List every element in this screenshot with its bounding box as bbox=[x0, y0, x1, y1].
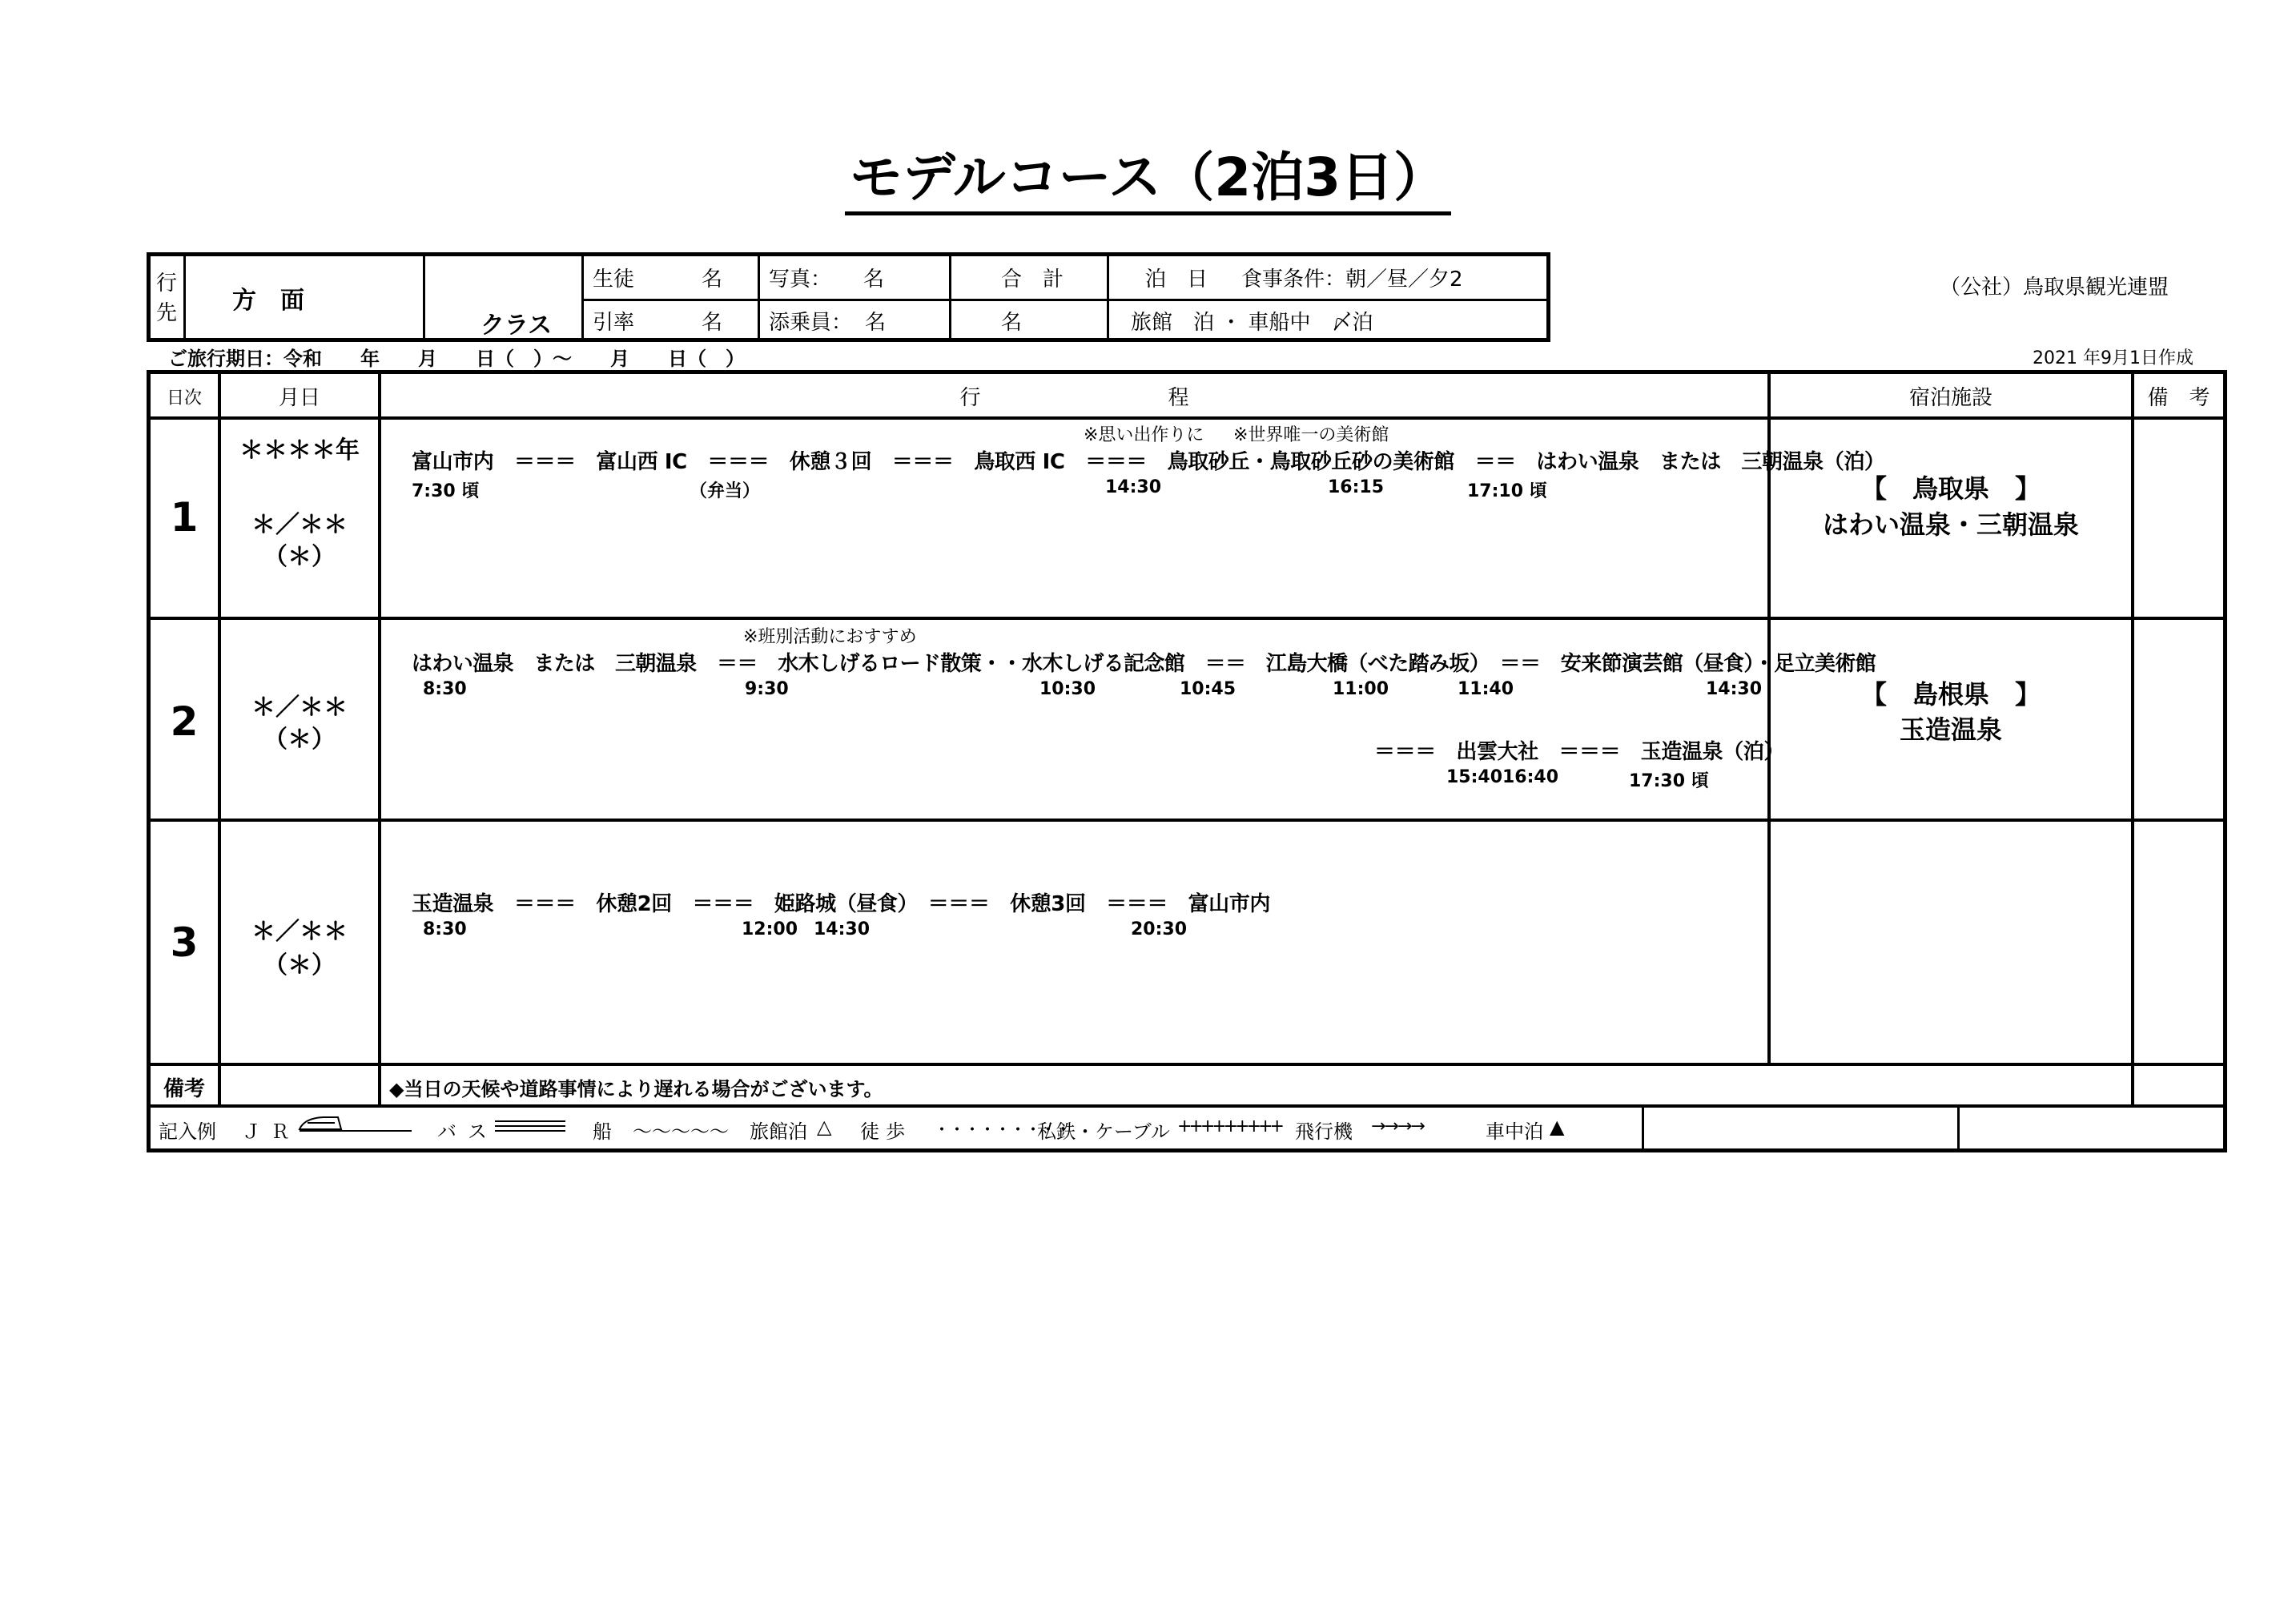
header-col-line bbox=[949, 252, 951, 342]
day-date: ＊／＊＊ bbox=[251, 918, 348, 946]
row-divider bbox=[147, 1063, 2227, 1066]
legend-plane-mark: →→→→ bbox=[1371, 1116, 1424, 1136]
remarks-label: 備考 bbox=[163, 1077, 205, 1101]
route-time: 11:40 bbox=[1458, 679, 1514, 699]
photo-unit: 名 bbox=[863, 267, 885, 292]
route-line: 玉造温泉 ＝＝＝ 休憩2回 ＝＝＝ 姫路城（昼食） ＝＝＝ 休憩3回 ＝＝＝ 富山市内 bbox=[412, 892, 1270, 916]
legend-ship-mark: ～～～～～ bbox=[633, 1120, 729, 1143]
legend-inn-mark: △ bbox=[817, 1116, 832, 1138]
day-date: ＊／＊＊ bbox=[251, 511, 348, 539]
row-divider bbox=[147, 1104, 2227, 1108]
legend-jr: ＪＲ bbox=[242, 1120, 300, 1143]
route-time: 14:30 bbox=[814, 919, 871, 939]
col-line-date bbox=[378, 370, 381, 1106]
meal-label: 食事条件：朝／昼／夕2 bbox=[1241, 267, 1463, 292]
day-weekday: （＊） bbox=[263, 726, 336, 754]
destination-label-1: 行 bbox=[156, 272, 178, 296]
day-number: 2 bbox=[170, 698, 199, 745]
legend-overnight-mark: ▲ bbox=[1550, 1116, 1565, 1138]
teachers-label: 引率 bbox=[593, 311, 635, 335]
route-time: 14:30 bbox=[1706, 679, 1763, 699]
route-time: 10:45 bbox=[1180, 679, 1236, 699]
legend-bus: バス bbox=[437, 1120, 498, 1143]
direction-label: 方 面 bbox=[232, 287, 304, 315]
col-line-lodging bbox=[2131, 370, 2134, 1106]
table-border-right bbox=[2223, 370, 2227, 1152]
route-time: 7:30 頃 bbox=[412, 481, 480, 501]
route-note: ※世界唯一の美術館 bbox=[1233, 425, 1389, 445]
train-icon bbox=[296, 1113, 412, 1137]
route-time: 8:30 bbox=[423, 919, 467, 939]
col-header-day: 日次 bbox=[166, 388, 202, 408]
header-divider bbox=[582, 299, 1550, 301]
day-weekday: （＊） bbox=[263, 543, 336, 571]
destination-label-2: 先 bbox=[156, 301, 178, 325]
header-col-line bbox=[423, 252, 425, 342]
route-time: 8:30 bbox=[423, 679, 467, 699]
escort-unit: 名 bbox=[865, 311, 887, 335]
col-header-date: 月日 bbox=[278, 386, 320, 410]
col-header-itinerary: 行 程 bbox=[959, 386, 1189, 410]
legend-inn: 旅館泊 bbox=[750, 1120, 807, 1143]
nights-label: 泊 日 bbox=[1145, 267, 1208, 292]
header-col-line bbox=[183, 252, 186, 342]
header-border-left bbox=[147, 252, 151, 342]
travel-period: ご旅行期日：令和 年 月 日（ ）～ 月 日（ ） bbox=[168, 348, 745, 370]
legend-cell-line bbox=[1957, 1106, 1960, 1151]
class-label: クラス bbox=[481, 312, 553, 340]
route-note: ※思い出作りに bbox=[1084, 425, 1204, 445]
route-time: 11:00 bbox=[1333, 679, 1389, 699]
route-time: 16:40 bbox=[1502, 767, 1559, 787]
legend-overnight: 車中泊 bbox=[1486, 1120, 1543, 1143]
legend-cell-line bbox=[1642, 1106, 1644, 1151]
lodging-prefecture: 【 島根県 】 bbox=[1860, 679, 2041, 710]
bus-line-icon bbox=[495, 1118, 567, 1136]
lodging-name: 玉造温泉 bbox=[1899, 714, 2002, 745]
table-header-divider bbox=[147, 416, 2227, 420]
page-title: モデルコース（2泊3日） bbox=[0, 135, 2296, 211]
total-label: 合 計 bbox=[1001, 267, 1064, 292]
day-date: ＊／＊＊ bbox=[251, 694, 348, 722]
route-time: 14:30 bbox=[1105, 477, 1162, 497]
route-line: 富山市内 ＝＝＝ 富山西 IC ＝＝＝ 休憩３回 ＝＝＝ 鳥取西 IC ＝＝＝ 鳥取砂丘・鳥取砂丘砂の美術館 ＝＝ はわい温泉 または 三朝温泉（泊） bbox=[412, 450, 1885, 474]
day-date-year: ＊＊＊＊年 bbox=[239, 436, 360, 465]
table-border-left bbox=[147, 370, 151, 1152]
col-header-remarks: 備 考 bbox=[2147, 386, 2210, 410]
photo-label: 写真： bbox=[769, 267, 832, 292]
legend-walk: 徒歩 bbox=[860, 1120, 911, 1143]
created-date: 2021 年9月1日作成 bbox=[2033, 348, 2193, 368]
route-time: 9:30 bbox=[745, 679, 789, 699]
route-time: 20:30 bbox=[1131, 919, 1188, 939]
route-note: ※班別活動におすすめ bbox=[743, 627, 917, 647]
header-col-line bbox=[581, 252, 584, 342]
total-unit: 名 bbox=[1001, 311, 1023, 335]
students-unit: 名 bbox=[702, 267, 723, 292]
day-number: 3 bbox=[170, 919, 199, 966]
route-line: はわい温泉 または 三朝温泉 ＝＝ 水木しげるロード散策・・水木しげる記念館 ＝＝ 江島大橋（べた踏み坂） ＝＝ 安来節演芸館（昼食）・足立美術館 bbox=[412, 652, 1876, 676]
route-time: 17:30 頃 bbox=[1629, 771, 1709, 791]
table-border-bottom bbox=[147, 1148, 2227, 1152]
legend-private: 私鉄・ケーブル bbox=[1037, 1120, 1170, 1143]
header-col-line bbox=[1107, 252, 1109, 342]
day-number: 1 bbox=[170, 494, 199, 541]
route-time: 10:30 bbox=[1039, 679, 1096, 699]
route-time: 15:40 bbox=[1446, 767, 1503, 787]
escort-label: 添乗員： bbox=[769, 311, 853, 335]
legend-ship: 船 bbox=[593, 1120, 612, 1143]
header-border-bottom bbox=[147, 338, 1550, 342]
teachers-unit: 名 bbox=[702, 311, 723, 335]
header-col-line bbox=[758, 252, 760, 342]
table-border-top bbox=[147, 370, 2227, 374]
legend-walk-mark: ・・・・・・・・・ bbox=[933, 1120, 1071, 1140]
route-time: 16:15 bbox=[1328, 477, 1385, 497]
students-label: 生徒 bbox=[593, 267, 635, 292]
route-time: （弁当） bbox=[690, 481, 761, 501]
organization-name: （公社）鳥取県観光連盟 bbox=[1940, 276, 2169, 300]
col-header-lodging: 宿泊施設 bbox=[1908, 386, 1992, 410]
lodging-nights-label: 旅館 泊 ・ 車船中 〆泊 bbox=[1131, 311, 1373, 335]
legend-label: 記入例 bbox=[159, 1120, 216, 1143]
header-border-right bbox=[1546, 252, 1550, 342]
row-divider bbox=[147, 819, 2227, 822]
route-time: 12:00 bbox=[742, 919, 798, 939]
lodging-name: はわい温泉・三朝温泉 bbox=[1822, 509, 2079, 540]
lodging-prefecture: 【 鳥取県 】 bbox=[1860, 473, 2041, 504]
route-time: 17:10 頃 bbox=[1467, 481, 1547, 501]
legend-plane: 飛行機 bbox=[1295, 1120, 1353, 1143]
legend-private-mark: +++++++++ bbox=[1177, 1116, 1281, 1136]
remarks-text: ◆当日の天候や道路事情により遅れる場合がございます。 bbox=[389, 1078, 883, 1100]
day-weekday: （＊） bbox=[263, 951, 336, 979]
row-divider bbox=[147, 617, 2227, 620]
route-line: ＝＝＝ 出雲大社 ＝＝＝ 玉造温泉（泊） bbox=[1374, 740, 1785, 764]
header-border-top bbox=[147, 252, 1550, 256]
